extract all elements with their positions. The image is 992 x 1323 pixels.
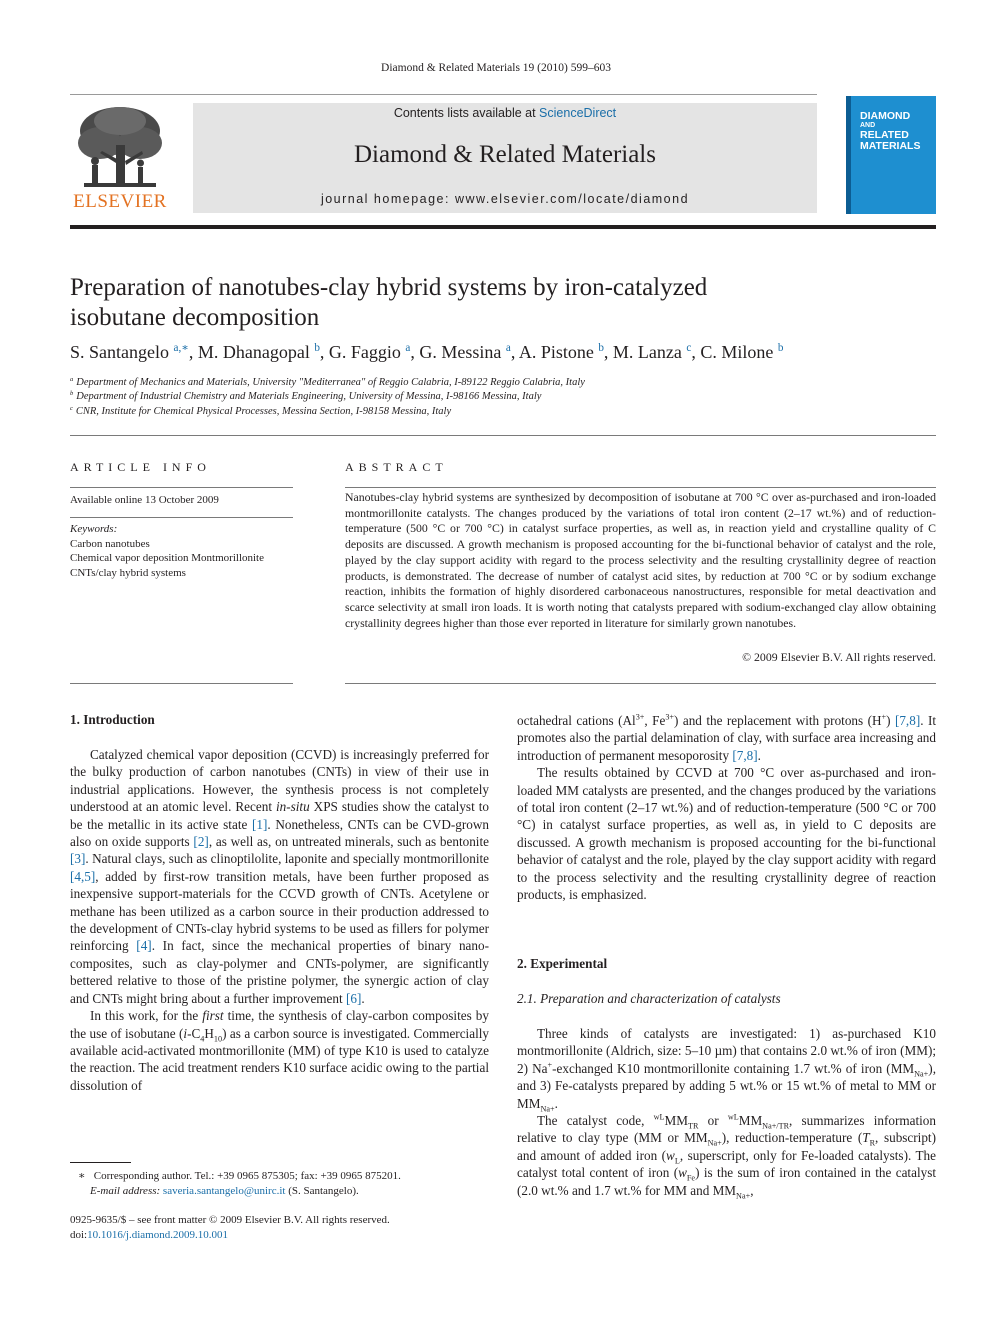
reference-link[interactable]: [3]	[70, 851, 86, 867]
cover-spine	[846, 96, 851, 214]
abstract-copyright: © 2009 Elsevier B.V. All rights reserved.	[742, 650, 936, 664]
left-column-text	[70, 746, 489, 1094]
elsevier-logo[interactable]	[70, 103, 170, 215]
subsection-heading: 2.1. Preparation and characterization of catalysts	[517, 991, 781, 1006]
section-heading-experimental: 2. Experimental	[517, 956, 608, 971]
keywords-label: Keywords:	[70, 523, 118, 535]
affiliations-rule	[70, 435, 936, 436]
affiliation-c: $^c$ CNR, Institute for Chemical Physical Processes, Messina Section, I-98158 Messina, Italy	[70, 404, 452, 417]
abstract-text: Nanotubes-clay hybrid systems are synthesized by decomposition of isobutane at 700 °C over as-purchased and iron-loaded montmorillonite catalysts. The changes produced by the variations of total iron content (2–17 wt.%) and of reduction-temperature (500 °C or 700 °C) in catalyst surface properties, as well as, in reaction yield and crystalline quality of C deposits are discussed. A growth mechanism is proposed accounting for the bi-functional behavior of catalyst and the role, played by the clay support acidity with regard to the process selectivity and the resulting crystallinity degree of reaction products, is demonstrated. The decrease of number of catalyst acid sites, by reduction at 700 °C or by sodium exchange reaction, inhibits the formation of highly disordered carbonaceous nanostructures, responsible for metal deactivation and scarce selectivity at small iron loads. It is worth noting that catalysts prepared with sodium-exchanged clay allow obtaining crystallinity degrees higher than those ever reported in literature for similarly grown nanotubes.	[345, 490, 936, 630]
article-info-rule	[70, 487, 293, 488]
affiliation-a: $^a$ Department of Mechanics and Materials, University "Mediterranea" of Reggio Calabria, I-89122 Reggio Calabria, Italy	[70, 375, 585, 388]
author: A. Pistone $^b$,	[518, 342, 613, 362]
reference-link[interactable]: [4,5]	[70, 868, 96, 884]
right-column-experimental	[517, 1025, 936, 1199]
reference-link[interactable]: [4]	[136, 938, 152, 954]
abstract-bottom-rule	[345, 683, 936, 684]
article-info-bottom-rule	[70, 683, 293, 684]
author-list	[70, 342, 936, 363]
reference-link[interactable]: [1]	[252, 816, 268, 832]
article-info-heading: ARTICLE INFO	[70, 460, 211, 474]
front-matter: 0925-9635/$ – see front matter © 2009 Elsevier B.V. All rights reserved. doi:10.1016/j.diamond.2009.10.001	[70, 1214, 390, 1241]
doi-link[interactable]: 10.1016/j.diamond.2009.10.001	[87, 1229, 228, 1241]
keyword: Chemical vapor deposition Montmorillonite	[70, 552, 264, 564]
footnote-rule	[70, 1162, 131, 1163]
header-thick-rule	[70, 225, 936, 229]
contents-line: Contents lists available at ScienceDirect	[393, 106, 617, 120]
author: C. Milone $^b$	[700, 342, 784, 362]
paragraph: Three kinds of catalysts are investigated: 1) as-purchased K10 montmorillonite (Aldrich, size: 5–10 µm) that contains 2.0 wt.% of iron (MM); 2) Na+-exchanged K10 montmorillonite containing 1.7 wt.% of iron $(MM_{Na+})$, and 3) Fe-catalysts prepared by adding 5 wt.% or 15 wt.% of metal to MM or $MM_{Na+}$.	[517, 1026, 936, 1114]
reference-link[interactable]: [7,8]	[732, 747, 758, 763]
elsevier-wordmark: ELSEVIER	[73, 191, 167, 212]
affiliation-b: $^b$ Department of Industrial Chemistry and Materials Engineering, University of Messina, I-98166 Messina, Italy	[70, 389, 542, 402]
abstract-rule	[345, 487, 936, 488]
journal-banner	[193, 103, 817, 213]
cover-title: DIAMOND AND RELATED MATERIALS	[860, 110, 921, 152]
section-heading-introduction: 1. Introduction	[70, 712, 155, 727]
paragraph: In this work, for the first time, the synthesis of clay-carbon composites by the use of isobutane $(i-C_4H_{10})$ as a carbon source is investigated. Commercially available acid-activated montmorillonite (MM) of type K10 is used to catalyze the reaction. The acid treatment renders K10 surface acidic owing to the partial dissolution of	[70, 1008, 489, 1093]
author-email-link[interactable]: saveria.santangelo@unirc.it	[162, 1185, 286, 1197]
keywords-rule	[70, 517, 293, 518]
right-column-intro	[517, 712, 936, 903]
keyword: CNTs/clay hybrid systems	[70, 566, 186, 579]
paragraph: Catalyzed chemical vapor deposition (CCVD) is increasingly preferred for the bulky production of carbon nanotubes (CNTs) in view of their use in industrial applications. However, the synthesis process is not completely understood at an atomic level. Recent in-situ XPS studies show the catalyst to be the metallic in its active state [1]. Nonetheless, CNTs can be CVD-grown also on oxide supports [2], as well as, on untreated minerals, such as bentonite [3]. Natural clays, such as clinoptilolite, laponite and specially montmorillonite [4,5], added by first-row transition metals, have been further proposed as inexpensive support-materials for the CCVD growth of CNTs. Acetylene or methane has been utilized as a carbon source in their production addressed to the development of CNTs-clay hybrid systems to be used as fillers for polymer reinforcing [4]. In fact, since the mechanical properties of binary nano-composites, such as clay-polymer and CNTs-polymer, are significantly bettered relative to those of the pristine polymer, the synergic action of clay and CNTs might bring about a further improvement [6].	[70, 747, 489, 1006]
author: G. Faggio $^a$,	[328, 342, 420, 362]
journal-homepage[interactable]: journal homepage: www.elsevier.com/locate/diamond	[320, 192, 690, 206]
corresponding-star[interactable]: ∗	[181, 342, 189, 354]
reference-link[interactable]: [2]	[193, 834, 209, 850]
paragraph: The catalyst code, $^{wL}MM_{TR}$ or $^{wL}MM_{Na+/TR}$, summarizes information relative to clay type (MM or $MM_{Na+}$), reduction-temperature ($T_R$, subscript) and amount of added iron ($w_L$, superscript, only for Fe-loaded catalysts). The catalyst total content of iron $(w_{Fe})$ is the sum of iron contained in the catalyst (2.0 wt.% and 1.7 wt.% for MM and $MM_{Na+}$,	[517, 1112, 936, 1201]
article-title: Preparation of nanotubes-clay hybrid systems by iron-catalyzed isobutane decomposition	[70, 274, 708, 331]
author: M. Dhanagopal $^b$,	[197, 342, 329, 362]
reference-link[interactable]: [7,8]	[894, 713, 921, 728]
footnote-corresponding: ∗ Corresponding author. Tel.: +39 0965 875305; fax: +39 0965 875201. E-mail address: saveria.santangelo@unirc.it (S. Santangelo).	[78, 1170, 401, 1197]
journal-citation: Diamond & Related Materials 19 (2010) 599–603	[381, 62, 611, 74]
paragraph: octahedral cations ($Al^{3+}$, $Fe^{3+}$) and the replacement with protons (H+) [7,8]. It promotes also the partial delamination of clay, with surface area increasing and introduction of permanent mesoporosity [7,8].	[517, 712, 936, 763]
reference-link[interactable]: [6]	[345, 990, 362, 1006]
abstract-heading: ABSTRACT	[345, 460, 448, 474]
author: S. Santangelo $^{a,∗}$,	[70, 342, 198, 362]
journal-cover[interactable]	[846, 96, 936, 214]
author: M. Lanza $^c$,	[612, 342, 701, 362]
paragraph: The results obtained by CCVD at 700 °C over as-purchased and iron-loaded MM catalysts are presented, and the changes produced by the variations of total iron content (2–17 wt.%) and of reduction-temperature (500 °C or 700 °C) in catalyst surface properties, as well as, in yield to C deposits are discussed. A growth mechanism is proposed accounting for the bi-functional behavior of catalyst and the role, played by the clay support acidity with regard to the process selectivity and the resulting crystallinity degree of reaction products, is emphasized.	[517, 765, 936, 903]
journal-title: Diamond & Related Materials	[353, 141, 656, 168]
keyword: Carbon nanotubes	[70, 537, 150, 550]
keywords-block	[70, 522, 293, 580]
header-rule	[70, 94, 817, 95]
author: G. Messina $^a$,	[419, 342, 519, 362]
sciencedirect-link[interactable]: ScienceDirect	[539, 106, 617, 120]
available-online: Available online 13 October 2009	[70, 494, 219, 506]
